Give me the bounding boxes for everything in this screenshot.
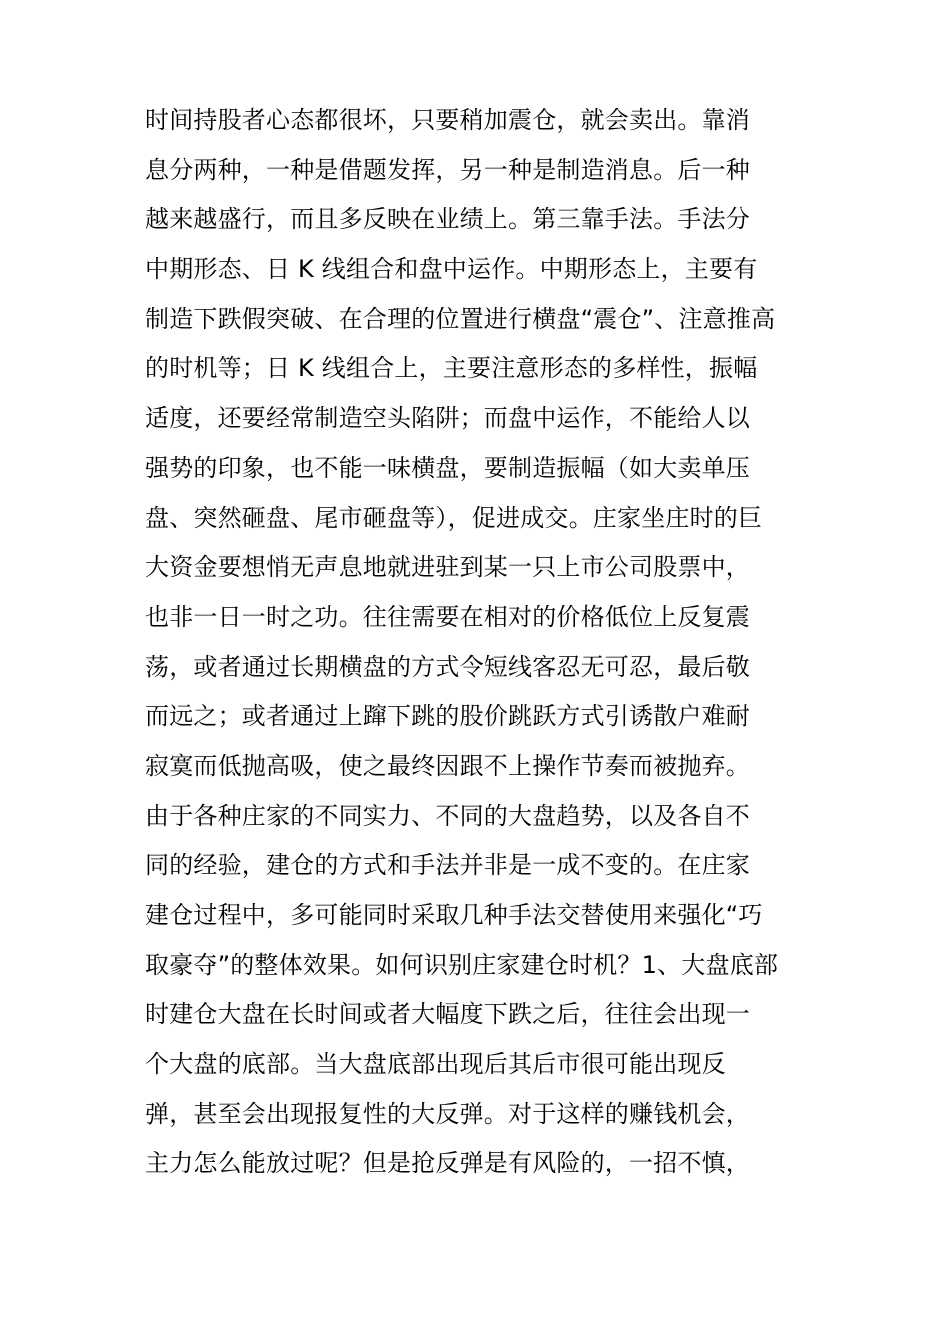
text-line-15: 由于各种庄家的不同实力、不同的大盘趋势，以及各自不 [145, 801, 750, 830]
text-line-5: 制造下跌假突破、在合理的位置进行横盘“震仓”、注意推高 [145, 304, 776, 333]
text-line-10: 大资金要想悄无声息地就进驻到某一只上市公司股票中， [145, 553, 750, 582]
text-line-19: 时建仓大盘在长时间或者大幅度下跌之后，往往会出现一 [145, 1000, 750, 1029]
text-line-9: 盘、突然砸盘、尾市砸盘等），促进成交。庄家坐庄时的巨 [145, 503, 763, 532]
text-line-17: 建仓过程中，多可能同时采取几种手法交替使用来强化“巧 [145, 901, 763, 929]
text-line-3: 越来越盛行，而且多反映在业绩上。第三靠手法。手法分 [145, 205, 750, 234]
text-line-2: 息分两种，一种是借题发挥，另一种是制造消息。后一种 [145, 155, 750, 184]
text-line-22: 主力怎么能放过呢？但是抢反弹是有风险的，一招不慎， [145, 1149, 750, 1178]
text-line-13: 而远之；或者通过上蹿下跳的股价跳跃方式引诱散户难耐 [145, 702, 750, 731]
text-line-12: 荡，或者通过长期横盘的方式令短线客忍无可忍，最后敬 [145, 652, 750, 681]
body-text [145, 96, 825, 1189]
text-line-7: 适度，还要经常制造空头陷阱；而盘中运作，不能给人以 [145, 404, 750, 433]
text-line-8: 强势的印象，也不能一味横盘，要制造振幅（如大卖单压 [145, 453, 750, 482]
text-line-14: 寂寞而低抛高吸，使之最终因跟不上操作节奏而被抛弃。 [145, 751, 750, 780]
text-line-20: 个大盘的底部。当大盘底部出现后其后市很可能出现反 [145, 1050, 726, 1079]
text-line-16: 同的经验，建仓的方式和手法并非是一成不变的。在庄家 [145, 851, 750, 880]
text-line-6: 的时机等；日 K 线组合上，主要注意形态的多样性，振幅 [145, 354, 758, 383]
text-line-11: 也非一日一时之功。往往需要在相对的价格低位上反复震 [145, 602, 750, 631]
text-line-1: 时间持股者心态都很坏，只要稍加震仓，就会卖出。靠消 [145, 106, 750, 134]
text-line-4: 中期形态、日 K 线组合和盘中运作。中期形态上，主要有 [145, 255, 758, 284]
text-line-18: 取豪夺”的整体效果。如何识别庄家建仓时机？1、大盘底部 [145, 950, 779, 979]
text-line-21: 弹，甚至会出现报复性的大反弹。对于这样的赚钱机会， [145, 1099, 750, 1128]
